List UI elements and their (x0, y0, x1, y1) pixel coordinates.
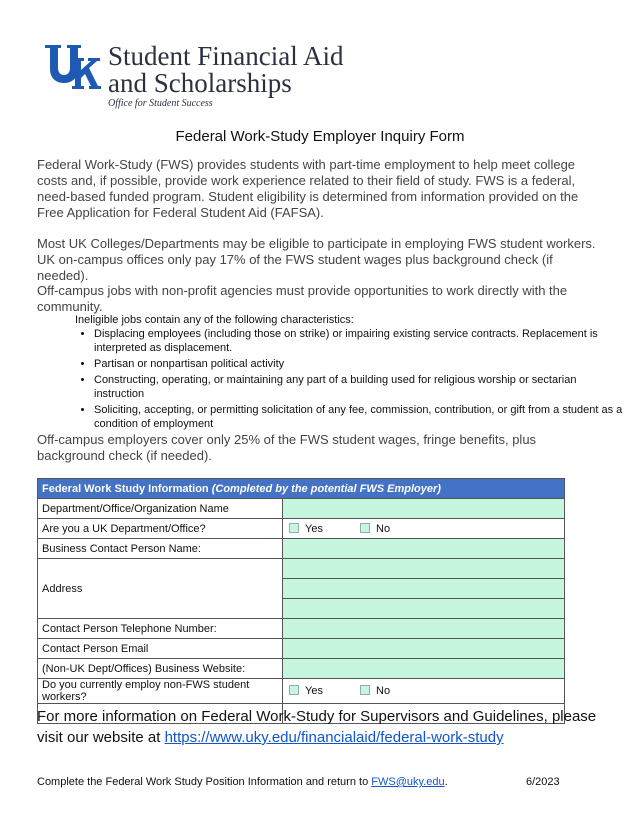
fws-website-link[interactable]: https://www.uky.edu/financialaid/federal-work-study (164, 729, 504, 746)
employ-options (283, 679, 565, 704)
brand-title-line1: Student Financial Aid (108, 41, 344, 71)
table-header (38, 479, 565, 499)
checkbox-icon[interactable] (360, 685, 370, 695)
brand-title-line2: and Scholarships (108, 68, 292, 98)
no-label: No (376, 685, 391, 697)
footer-period: . (444, 776, 448, 788)
list-item: • Constructing, operating, or maintaining any part of a building used for religious worship or sectarian instruction (94, 373, 624, 401)
contact-name-label: Business Contact Person Name: (38, 539, 283, 559)
table-row (38, 519, 565, 539)
uk-dept-options (283, 519, 565, 539)
table-row (38, 619, 565, 639)
uk-dept-label: Are you a UK Department/Office? (38, 519, 283, 539)
table-header-note: (Completed by the potential FWS Employer) (211, 482, 441, 495)
footer-text: Complete the Federal Work Study Position Information and return to (37, 776, 372, 788)
page-header (44, 42, 444, 112)
employ-label: Do you currently employ non-FWS student workers? (38, 679, 283, 704)
more-info-text: For more information on Federal Work-Study for Supervisors and Guidelines, please visit our website at (37, 708, 597, 746)
uk-dept-yes-option[interactable] (287, 523, 323, 535)
website-label: (Non-UK Dept/Offices) Business Website: (38, 659, 283, 679)
more-info (37, 706, 607, 748)
address-line3-input[interactable] (283, 599, 565, 619)
fws-email-link[interactable]: FWS@uky.edu (371, 776, 445, 788)
table-row (38, 499, 565, 519)
off-campus-cost-paragraph: Off-campus employers cover only 25% of the FWS student wages, fringe benefits, plus background check (if needed). (37, 432, 537, 463)
on-campus-paragraph: Most UK Colleges/Departments may be eligible to participate in employing FWS student workers. UK on-campus offices only pay 17% of the FWS student wages plus background check (if needed). (37, 236, 596, 283)
form-title: Federal Work-Study Employer Inquiry Form (175, 128, 465, 145)
phone-label: Contact Person Telephone Number: (38, 619, 283, 639)
list-item: • Displacing employees (including those on strike) or impairing existing service contracts. Replacement is interpreted as displacement. (94, 327, 624, 355)
intro-paragraph: Federal Work-Study (FWS) provides students with part-time employment to help meet college costs and, if possible, provide work experience related to their field of study. FWS is a federal, need-based funded program. Student eligibility is determined from information provided on the Free Application for Federal Student Aid (FAFSA). (37, 157, 579, 220)
table-row (38, 539, 565, 559)
address-label: Address (38, 559, 283, 619)
address-line2-input[interactable] (283, 579, 565, 599)
email-input[interactable] (283, 639, 565, 659)
uk-logo-icon (44, 44, 102, 92)
list-item: • Soliciting, accepting, or permitting solicitation of any fee, commission, contribution, or gift from a student as a condition of employment (94, 403, 624, 431)
phone-input[interactable] (283, 619, 565, 639)
table-header-row (38, 479, 565, 499)
dept-input[interactable] (283, 499, 565, 519)
form-date: 6/2023 (526, 776, 560, 788)
checkbox-icon[interactable] (360, 523, 370, 533)
table-row (38, 559, 565, 579)
off-campus-paragraph: Off-campus jobs with non-profit agencies must provide opportunities to work directly with the community. (37, 283, 568, 314)
ineligible-list (76, 327, 624, 433)
brand-subtitle: Office for Student Success (108, 98, 213, 109)
table-row (38, 679, 565, 704)
employ-yes-option[interactable] (287, 685, 323, 697)
table-row (38, 639, 565, 659)
email-label: Contact Person Email (38, 639, 283, 659)
list-item: • Partisan or nonpartisan political activity (94, 357, 624, 371)
contact-name-input[interactable] (283, 539, 565, 559)
footer-note (37, 776, 567, 788)
uk-dept-no-option[interactable] (358, 523, 390, 535)
table-row (38, 659, 565, 679)
address-line1-input[interactable] (283, 559, 565, 579)
fws-info-table (37, 478, 565, 724)
yes-label: Yes (305, 685, 323, 697)
employ-no-option[interactable] (358, 685, 390, 697)
dept-label: Department/Office/Organization Name (38, 499, 283, 519)
ineligible-intro: Ineligible jobs contain any of the following characteristics: (75, 314, 354, 326)
no-label: No (376, 522, 391, 535)
checkbox-icon[interactable] (289, 685, 299, 695)
website-input[interactable] (283, 659, 565, 679)
checkbox-icon[interactable] (289, 523, 299, 533)
yes-label: Yes (305, 522, 323, 535)
table-header-main: Federal Work Study Information (42, 482, 212, 495)
